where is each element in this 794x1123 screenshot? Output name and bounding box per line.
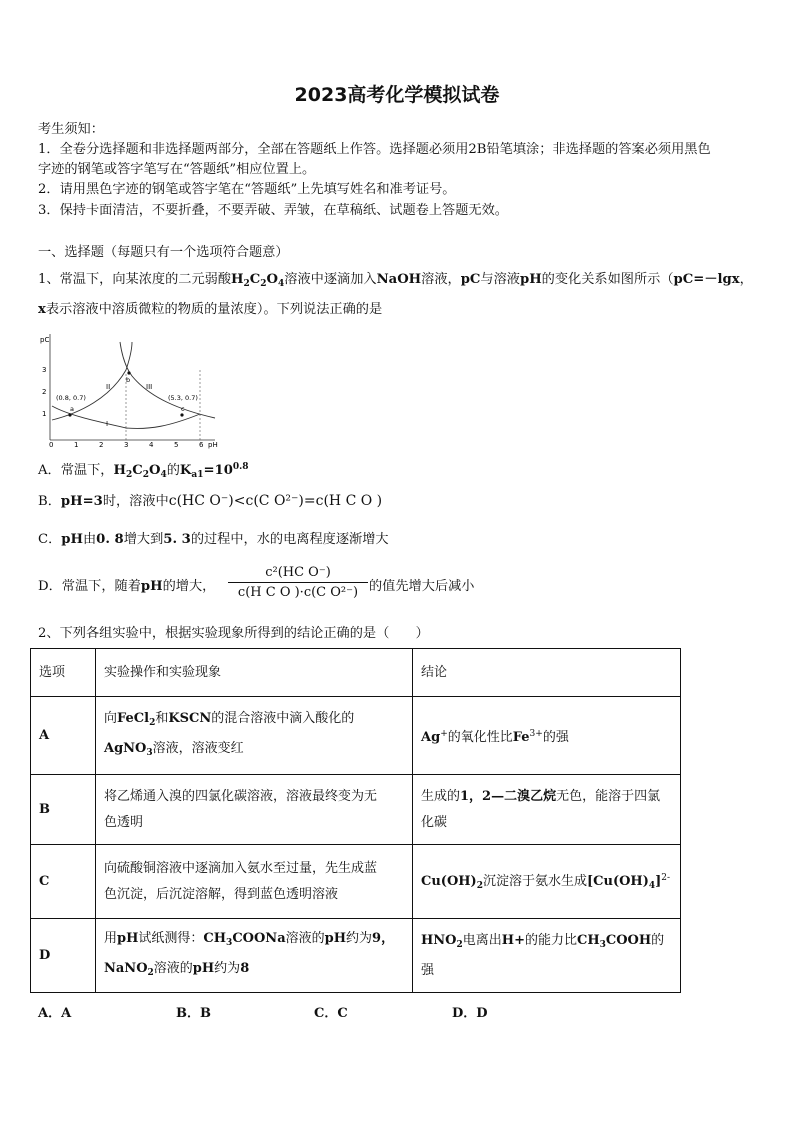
point-a-coord: (0.8, 0.7) <box>56 394 86 402</box>
q1-stem-line1: 1、常温下，向某浓度的二元弱酸$H_2C_2O_4$溶液中逐滴加入NaOH溶液，pC与溶液pH的变化关系如图所示（pC=－lgx， <box>38 272 753 289</box>
row-option: D <box>31 919 96 993</box>
q1-option-c[interactable]: C．pH由0. 8增大到5. 3的过程中，水的电离程度逐渐增大 <box>38 532 389 547</box>
region-label: II <box>106 383 111 391</box>
table-header-row <box>31 649 681 697</box>
x-tick: 1 <box>74 441 79 449</box>
row-operation: 将乙烯通入溴的四氯化碳溶液，溶液最终变为无 色透明 <box>96 775 413 845</box>
row-operation: 用pH试纸测得：$CH_3COONa$溶液的pH约为9， NaNO$_2$溶液的pH约为8 <box>96 919 413 993</box>
x-axis-label: pH <box>208 441 218 449</box>
pc-ph-graph <box>40 328 225 450</box>
table-row <box>31 845 681 919</box>
section-heading: 一、选择题（每题只有一个选项符合题意） <box>38 245 289 260</box>
q1-option-d-fraction: $\frac{\text{c²(HC O⁻)}}{\text{c(H C O )·c(C O²⁻)}}$ <box>228 565 368 600</box>
row-option: A <box>31 697 96 775</box>
exam-title: 2023高考化学模拟试卷 <box>294 84 500 106</box>
point-a-label: a <box>70 405 74 413</box>
region-label: III <box>146 383 153 391</box>
x-tick: 4 <box>149 441 154 449</box>
q1-stem-line2: x表示溶液中溶质微粒的物质的量浓度）。下列说法正确的是 <box>38 302 383 317</box>
q1-option-b[interactable]: B．pH=3时，溶液中c(HC O⁻)<c(C O²⁻)=c(H C O ) <box>38 493 383 509</box>
region-label: I <box>106 420 109 428</box>
answer-option-a[interactable]: A．A <box>38 1006 72 1021</box>
notice-item-1: 1．全卷分选择题和非选择题两部分，全部在答题纸上作答。选择题必须用2B铅笔填涂；非选择题的答案必须用黑色 <box>38 142 711 157</box>
answer-option-d[interactable]: D．D <box>452 1006 488 1021</box>
curve-III <box>120 342 215 418</box>
notice-heading: 考生须知： <box>38 122 104 137</box>
row-option: B <box>31 775 96 845</box>
point-c-coord: (5.3, 0.7) <box>168 394 198 402</box>
table-header: 结论 <box>413 649 681 697</box>
x-tick: 6 <box>199 441 204 449</box>
y-tick: 3 <box>42 366 47 374</box>
answer-option-c[interactable]: C．C <box>314 1006 348 1021</box>
point-a <box>68 413 71 416</box>
q1-option-a[interactable]: A．常温下，$H_2C_2O_4$的$K_{a1}=10^{0.8}$ <box>38 462 249 480</box>
q1-option-d[interactable]: D．常温下，随着pH的增大， <box>38 579 216 594</box>
notice-item-3: 3．保持卡面清洁，不要折叠，不要弄破、弄皱，在草稿纸、试题卷上答题无效。 <box>38 203 508 218</box>
row-option: C <box>31 845 96 919</box>
notice-item-1-cont: 字迹的钢笔或答字笔写在“答题纸”相应位置上。 <box>38 162 316 177</box>
table-row <box>31 697 681 775</box>
row-conclusion: 生成的1，2—二溴乙烷无色，能溶于四氯 化碳 <box>413 775 681 845</box>
x-tick: 2 <box>99 441 104 449</box>
x-tick: 3 <box>124 441 129 449</box>
q2-answer-options <box>38 1002 590 1021</box>
table-row <box>31 919 681 993</box>
curve-II <box>52 342 132 420</box>
row-conclusion: $HNO_2$电离出H+的能力比$CH_3COOH$的 强 <box>413 919 681 993</box>
row-conclusion: Ag+的氧化性比$Fe^{3+}$的强 <box>413 697 681 775</box>
point-c-label: c <box>181 405 185 413</box>
x-tick: 5 <box>174 441 179 449</box>
y-tick: 2 <box>42 388 47 396</box>
row-conclusion: $Cu(OH)_2$沉淀溶于氨水生成$[Cu(OH)_4]^{2-}$ <box>413 845 681 919</box>
y-tick: 1 <box>42 410 47 418</box>
table-row <box>31 775 681 845</box>
row-operation: 向硫酸铜溶液中逐滴加入氨水至过量，先生成蓝 色沉淀，后沉淀溶解，得到蓝色透明溶液 <box>96 845 413 919</box>
table-header: 选项 <box>31 649 96 697</box>
notice-item-2: 2．请用黑色字迹的钢笔或答字笔在“答题纸”上先填写姓名和准考证号。 <box>38 182 456 197</box>
point-b <box>127 371 130 374</box>
point-c <box>180 413 183 416</box>
q1-option-d-tail: 的值先增大后减小 <box>369 579 475 594</box>
curve-I <box>52 406 200 428</box>
row-operation: 向FeCl$_2$和KSCN的混合溶液中滴入酸化的 AgNO$_3$溶液，溶液变红 <box>96 697 413 775</box>
q2-stem: 2、下列各组实验中，根据实验现象所得到的结论正确的是（ ） <box>38 626 429 641</box>
y-axis-label: pC <box>40 336 50 344</box>
answer-option-b[interactable]: B．B <box>176 1006 211 1021</box>
experiment-table <box>30 648 681 993</box>
x-tick: 0 <box>49 441 54 449</box>
point-b-label: b <box>126 376 131 384</box>
table-header: 实验操作和实验现象 <box>96 649 413 697</box>
